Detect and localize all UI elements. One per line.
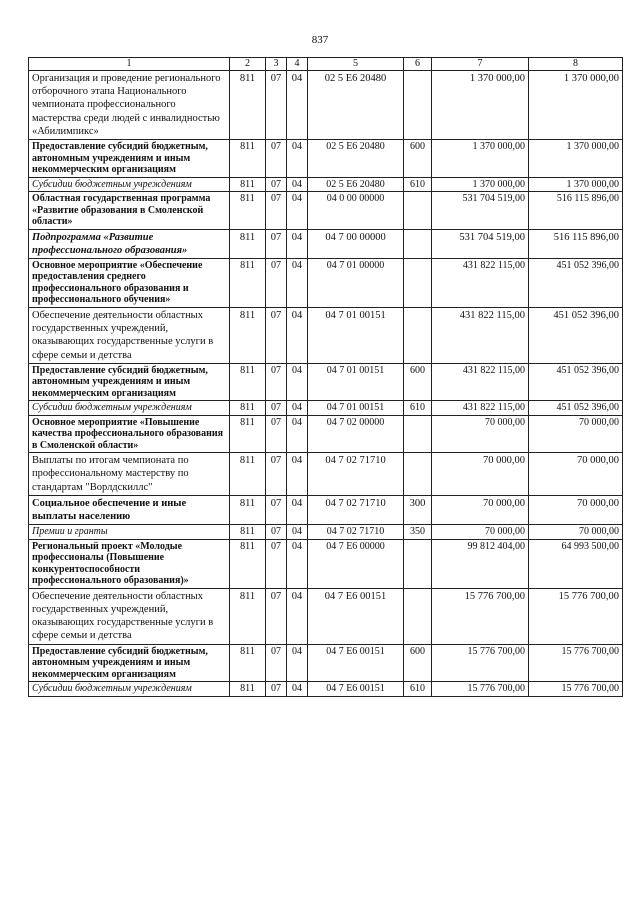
row-name: Обеспечение деятельности областных государственных учреждений, оказывающих государственные услуги в сфере семьи и детства — [29, 588, 230, 644]
row-amount-year2: 1 370 000,00 — [529, 140, 623, 178]
row-amount-year1: 1 370 000,00 — [432, 140, 529, 178]
row-amount-year2: 15 776 700,00 — [529, 644, 623, 682]
row-amount-year1: 1 370 000,00 — [432, 177, 529, 192]
row-amount-year1: 431 822 115,00 — [432, 401, 529, 416]
row-amount-year2: 70 000,00 — [529, 415, 623, 453]
col-header-5: 5 — [308, 58, 404, 71]
table-row — [29, 682, 623, 697]
row-code-section: 07 — [266, 307, 287, 363]
row-code-expense-type: 600 — [404, 363, 432, 401]
row-name: Субсидии бюджетным учреждениям — [29, 682, 230, 697]
row-code-target: 04 7 01 00151 — [308, 307, 404, 363]
row-amount-year2: 451 052 396,00 — [529, 363, 623, 401]
row-code-target: 04 7 00 00000 — [308, 229, 404, 258]
col-header-3: 3 — [266, 58, 287, 71]
row-code-subsection: 04 — [287, 525, 308, 540]
row-code-section: 07 — [266, 588, 287, 644]
row-name: Областная государственная программа «Развитие образования в Смоленской области» — [29, 192, 230, 230]
table-row — [29, 192, 623, 230]
row-code-admin: 811 — [230, 539, 266, 588]
row-code-target: 04 7 02 71710 — [308, 525, 404, 540]
row-amount-year1: 531 704 519,00 — [432, 229, 529, 258]
row-code-target: 04 7 01 00000 — [308, 258, 404, 307]
row-code-expense-type — [404, 415, 432, 453]
row-amount-year1: 70 000,00 — [432, 415, 529, 453]
row-code-admin: 811 — [230, 71, 266, 140]
table-row — [29, 525, 623, 540]
row-code-admin: 811 — [230, 363, 266, 401]
row-amount-year2: 70 000,00 — [529, 495, 623, 524]
row-code-section: 07 — [266, 525, 287, 540]
row-name: Субсидии бюджетным учреждениям — [29, 401, 230, 416]
table-row — [29, 588, 623, 644]
row-amount-year2: 1 370 000,00 — [529, 177, 623, 192]
row-code-section: 07 — [266, 71, 287, 140]
row-code-subsection: 04 — [287, 140, 308, 178]
row-amount-year1: 431 822 115,00 — [432, 363, 529, 401]
row-code-admin: 811 — [230, 229, 266, 258]
row-code-section: 07 — [266, 258, 287, 307]
row-code-section: 07 — [266, 229, 287, 258]
row-code-admin: 811 — [230, 644, 266, 682]
row-amount-year1: 1 370 000,00 — [432, 71, 529, 140]
row-amount-year2: 451 052 396,00 — [529, 307, 623, 363]
row-code-subsection: 04 — [287, 588, 308, 644]
row-code-section: 07 — [266, 415, 287, 453]
table-row — [29, 401, 623, 416]
row-name: Подпрограмма «Развитие профессионального образования» — [29, 229, 230, 258]
row-code-target: 02 5 Е6 20480 — [308, 177, 404, 192]
budget-table — [28, 57, 623, 697]
row-code-expense-type: 300 — [404, 495, 432, 524]
col-header-8: 8 — [529, 58, 623, 71]
row-name: Основное мероприятие «Повышение качества профессионального образования в Смоленской области» — [29, 415, 230, 453]
table-row — [29, 415, 623, 453]
row-amount-year2: 516 115 896,00 — [529, 192, 623, 230]
row-code-subsection: 04 — [287, 415, 308, 453]
row-code-target: 02 5 Е6 20480 — [308, 71, 404, 140]
row-code-subsection: 04 — [287, 453, 308, 496]
table-row — [29, 71, 623, 140]
col-header-7: 7 — [432, 58, 529, 71]
table-row — [29, 177, 623, 192]
row-code-admin: 811 — [230, 307, 266, 363]
row-name: Социальное обеспечение и иные выплаты населению — [29, 495, 230, 524]
row-amount-year1: 70 000,00 — [432, 495, 529, 524]
row-amount-year2: 15 776 700,00 — [529, 588, 623, 644]
row-code-subsection: 04 — [287, 539, 308, 588]
row-amount-year1: 15 776 700,00 — [432, 644, 529, 682]
row-amount-year1: 431 822 115,00 — [432, 307, 529, 363]
page-number: 837 — [311, 34, 329, 46]
row-name: Выплаты по итогам чемпионата по профессиональному мастерству по стандартам "Ворлдскиллс" — [29, 453, 230, 496]
row-code-expense-type — [404, 588, 432, 644]
row-amount-year1: 99 812 404,00 — [432, 539, 529, 588]
table-row — [29, 229, 623, 258]
row-code-subsection: 04 — [287, 258, 308, 307]
row-amount-year1: 70 000,00 — [432, 453, 529, 496]
row-amount-year1: 531 704 519,00 — [432, 192, 529, 230]
col-header-2: 2 — [230, 58, 266, 71]
row-code-section: 07 — [266, 495, 287, 524]
row-code-expense-type: 600 — [404, 140, 432, 178]
table-row — [29, 453, 623, 496]
row-code-subsection: 04 — [287, 401, 308, 416]
row-code-section: 07 — [266, 363, 287, 401]
row-code-subsection: 04 — [287, 229, 308, 258]
row-code-expense-type: 350 — [404, 525, 432, 540]
row-name: Основное мероприятие «Обеспечение предоставления среднего профессионального образования и профессионального обучения» — [29, 258, 230, 307]
row-amount-year1: 70 000,00 — [432, 525, 529, 540]
row-name: Предоставление субсидий бюджетным, автономным учреждениям и иным некоммерческим организациям — [29, 644, 230, 682]
row-amount-year2: 451 052 396,00 — [529, 258, 623, 307]
row-amount-year1: 431 822 115,00 — [432, 258, 529, 307]
row-code-admin: 811 — [230, 588, 266, 644]
row-name: Обеспечение деятельности областных государственных учреждений, оказывающих государственные услуги в сфере семьи и детства — [29, 307, 230, 363]
row-code-admin: 811 — [230, 140, 266, 178]
row-code-expense-type — [404, 307, 432, 363]
row-code-section: 07 — [266, 453, 287, 496]
row-code-admin: 811 — [230, 401, 266, 416]
row-amount-year2: 64 993 500,00 — [529, 539, 623, 588]
row-code-admin: 811 — [230, 682, 266, 697]
row-amount-year2: 1 370 000,00 — [529, 71, 623, 140]
row-code-target: 04 0 00 00000 — [308, 192, 404, 230]
row-code-expense-type — [404, 192, 432, 230]
row-code-expense-type — [404, 539, 432, 588]
row-code-admin: 811 — [230, 192, 266, 230]
row-amount-year2: 70 000,00 — [529, 525, 623, 540]
row-amount-year1: 15 776 700,00 — [432, 682, 529, 697]
row-amount-year2: 516 115 896,00 — [529, 229, 623, 258]
row-code-admin: 811 — [230, 525, 266, 540]
row-name: Предоставление субсидий бюджетным, автономным учреждениям и иным некоммерческим организациям — [29, 140, 230, 178]
row-code-admin: 811 — [230, 415, 266, 453]
row-code-section: 07 — [266, 192, 287, 230]
row-code-target: 04 7 Е6 00000 — [308, 539, 404, 588]
row-code-target: 04 7 02 71710 — [308, 453, 404, 496]
row-name: Организация и проведение регионального отборочного этапа Национального чемпионата профессионального мастерства среди людей с инвалидностью «Абилимпикс» — [29, 71, 230, 140]
table-row — [29, 363, 623, 401]
row-code-expense-type — [404, 258, 432, 307]
row-amount-year2: 70 000,00 — [529, 453, 623, 496]
table-row — [29, 307, 623, 363]
row-name: Премии и гранты — [29, 525, 230, 540]
row-code-section: 07 — [266, 401, 287, 416]
col-header-1: 1 — [29, 58, 230, 71]
row-amount-year2: 451 052 396,00 — [529, 401, 623, 416]
row-code-admin: 811 — [230, 495, 266, 524]
row-code-subsection: 04 — [287, 644, 308, 682]
row-code-expense-type: 610 — [404, 177, 432, 192]
row-code-admin: 811 — [230, 258, 266, 307]
row-code-section: 07 — [266, 140, 287, 178]
col-header-4: 4 — [287, 58, 308, 71]
row-code-section: 07 — [266, 644, 287, 682]
row-code-expense-type — [404, 71, 432, 140]
row-code-admin: 811 — [230, 453, 266, 496]
header-row — [29, 58, 623, 71]
row-amount-year1: 15 776 700,00 — [432, 588, 529, 644]
table-row — [29, 258, 623, 307]
row-amount-year2: 15 776 700,00 — [529, 682, 623, 697]
row-code-target: 04 7 01 00151 — [308, 363, 404, 401]
row-code-target: 04 7 02 00000 — [308, 415, 404, 453]
row-code-expense-type — [404, 229, 432, 258]
row-code-subsection: 04 — [287, 682, 308, 697]
row-code-target: 04 7 01 00151 — [308, 401, 404, 416]
row-code-target: 02 5 Е6 20480 — [308, 140, 404, 178]
row-code-target: 04 7 Е6 00151 — [308, 644, 404, 682]
row-code-subsection: 04 — [287, 307, 308, 363]
row-name: Субсидии бюджетным учреждениям — [29, 177, 230, 192]
table-row — [29, 644, 623, 682]
row-code-target: 04 7 Е6 00151 — [308, 588, 404, 644]
row-code-section: 07 — [266, 682, 287, 697]
row-code-target: 04 7 Е6 00151 — [308, 682, 404, 697]
row-code-subsection: 04 — [287, 495, 308, 524]
row-code-expense-type — [404, 453, 432, 496]
row-code-subsection: 04 — [287, 192, 308, 230]
row-code-expense-type: 600 — [404, 644, 432, 682]
row-code-expense-type: 610 — [404, 682, 432, 697]
table-row — [29, 495, 623, 524]
table-row — [29, 140, 623, 178]
row-name: Региональный проект «Молодые профессионалы (Повышение конкурентоспособности профессионального образования)» — [29, 539, 230, 588]
row-code-expense-type: 610 — [404, 401, 432, 416]
row-code-target: 04 7 02 71710 — [308, 495, 404, 524]
row-code-admin: 811 — [230, 177, 266, 192]
row-code-subsection: 04 — [287, 177, 308, 192]
col-header-6: 6 — [404, 58, 432, 71]
row-code-section: 07 — [266, 539, 287, 588]
row-code-subsection: 04 — [287, 71, 308, 140]
table-row — [29, 539, 623, 588]
row-name: Предоставление субсидий бюджетным, автономным учреждениям и иным некоммерческим организациям — [29, 363, 230, 401]
row-code-section: 07 — [266, 177, 287, 192]
row-code-subsection: 04 — [287, 363, 308, 401]
